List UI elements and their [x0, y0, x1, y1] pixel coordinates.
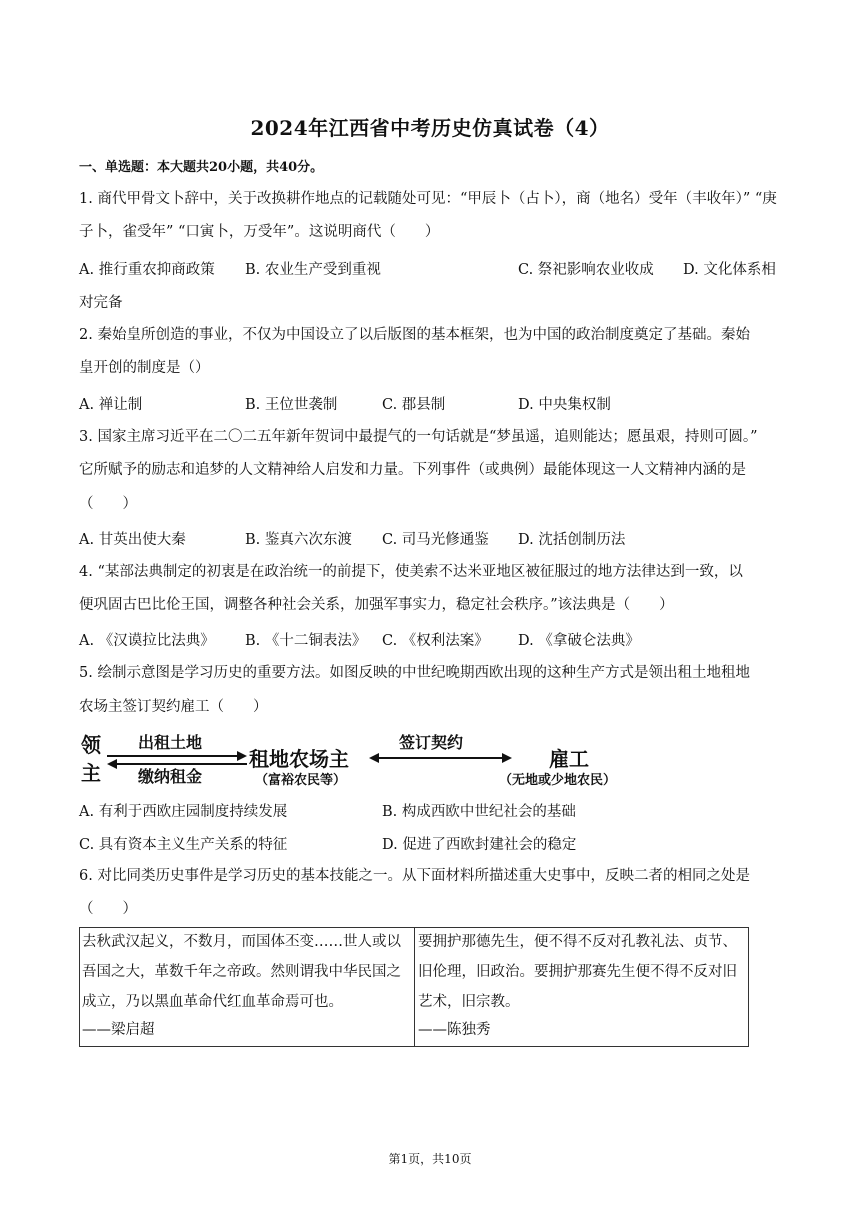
- question-5-option-d: D. 促进了西欧封建社会的稳定: [382, 837, 577, 853]
- question-3-option-c: C. 司马光修通鉴: [382, 532, 489, 548]
- question-2-line-1: 2. 秦始皇所创造的事业，不仅为中国设立了以后版图的基本框架，也为中国的政治制度奠定了基础。秦始: [79, 327, 750, 343]
- question-1-option-b: B. 农业生产受到重视: [245, 262, 381, 278]
- material-right-attribution: ——陈独秀: [418, 1022, 491, 1038]
- diagram-lord-char-2: 主: [81, 761, 101, 785]
- diagram-lord-char-1: 领: [81, 733, 101, 757]
- production-mode-diagram: [79, 728, 679, 788]
- question-5-line-2: 农场主签订契约雇工（ ）: [79, 699, 268, 715]
- question-4-option-d: D. 《拿破仑法典》: [518, 633, 640, 649]
- section-heading: 一、单选题：本大题共20小题，共40分。: [79, 160, 324, 175]
- question-3-option-a: A. 甘英出使大秦: [79, 532, 186, 548]
- question-2-option-b: B. 王位世袭制: [245, 397, 338, 413]
- diagram-lease-out-label: 出租土地: [138, 733, 203, 752]
- question-3-option-b: B. 鉴真六次东渡: [245, 532, 352, 548]
- material-left-attribution: ——梁启超: [82, 1022, 155, 1038]
- question-5-line-1: 5. 绘制示意图是学习历史的重要方法。如图反映的中世纪晚期西欧出现的这种生产方式是领出租土地租地: [79, 665, 750, 681]
- diagram-pay-rent-label: 缴纳租金: [138, 767, 203, 786]
- question-6-line-1: 6. 对比同类历史事件是学习历史的基本技能之一。从下面材料所描述重大史事中，反映二者的相同之处是: [79, 868, 750, 884]
- page-title: 2024年江西省中考历史仿真试卷（4）: [250, 116, 610, 140]
- question-2-option-a: A. 禅让制: [79, 397, 143, 413]
- question-2-option-c: C. 郡县制: [382, 397, 446, 413]
- question-3-option-d: D. 沈括创制历法: [518, 532, 626, 548]
- diagram-contract-arrowhead-left: [369, 753, 379, 763]
- diagram-hired-note: （无地或少地农民）: [499, 773, 617, 788]
- question-4-option-c: C. 《权利法案》: [382, 633, 489, 649]
- question-1-option-a: A. 推行重农抑商政策: [79, 262, 215, 278]
- question-6-line-2: （ ）: [79, 901, 137, 917]
- material-left-line-1: 去秋武汉起义，不数月，而国体丕变……世人或以: [82, 934, 401, 950]
- material-table: [79, 927, 749, 1047]
- question-3-line-2: 它所赋予的励志和追梦的人文精神给人启发和力量。下列事件（或典例）最能体现这一人文精神内涵的是: [79, 462, 746, 478]
- question-4-option-b: B. 《十二铜表法》: [245, 633, 367, 649]
- material-right-line-3: 艺术，旧宗教。: [418, 994, 520, 1010]
- material-table-divider: [414, 928, 415, 1046]
- question-1-option-d: D. 文化体系相: [683, 262, 776, 278]
- diagram-lease-arrowhead: [237, 751, 247, 761]
- diagram-tenant-note: （富裕农民等）: [255, 773, 347, 788]
- question-3-line-3: （ ）: [79, 496, 137, 512]
- diagram-contract-arrowhead-right: [502, 753, 512, 763]
- material-left-line-2: 吾国之大，革数千年之帝政。然则谓我中华民国之: [82, 964, 401, 980]
- diagram-rent-arrowhead: [107, 759, 117, 769]
- material-right-line-2: 旧伦理，旧政治。要拥护那赛先生便不得不反对旧: [418, 964, 737, 980]
- question-4-line-1: 4. “某部法典制定的初衷是在政治统一的前提下，使美索不达米亚地区被征服过的地方法律达到一致，以: [79, 564, 743, 580]
- question-4-option-a: A. 《汉谟拉比法典》: [79, 633, 215, 649]
- question-2-line-2: 皇开创的制度是（）: [79, 360, 210, 376]
- question-1-line-2: 子卜，雀受年” “口寅卜，万受年”。这说明商代（ ）: [79, 224, 440, 240]
- material-left-line-3: 成立，乃以黑血革命代红血革命焉可也。: [82, 994, 343, 1010]
- page-footer: 第1页，共10页: [388, 1152, 472, 1166]
- diagram-tenant-label: 租地农场主: [249, 747, 349, 771]
- diagram-contract-label: 签订契约: [399, 733, 464, 752]
- question-5-option-a: A. 有利于西欧庄园制度持续发展: [79, 804, 288, 820]
- question-4-line-2: 便巩固古巴比伦王国，调整各种社会关系，加强军事实力，稳定社会秩序。”该法典是（ ）: [79, 597, 674, 613]
- question-2-option-d: D. 中央集权制: [518, 397, 611, 413]
- question-1-line-1: 1. 商代甲骨文卜辞中，关于改换耕作地点的记载随处可见：“甲辰卜（占卜），商（地名）受年（丰收年）” “庚: [79, 191, 777, 207]
- question-5-option-b: B. 构成西欧中世纪社会的基础: [382, 804, 576, 820]
- diagram-hired-label: 雇工: [549, 747, 589, 771]
- question-1-option-c: C. 祭祀影响农业收成: [518, 262, 654, 278]
- question-3-line-1: 3. 国家主席习近平在二〇二五年新年贺词中最提气的一句话就是“梦虽遥，追则能达；愿虽艰，持则可圆。”: [79, 429, 758, 445]
- question-1-option-d-tail: 对完备: [79, 295, 123, 311]
- material-right-line-1: 要拥护那德先生，便不得不反对孔教礼法、贞节、: [418, 934, 737, 950]
- question-5-option-c: C. 具有资本主义生产关系的特征: [79, 837, 288, 853]
